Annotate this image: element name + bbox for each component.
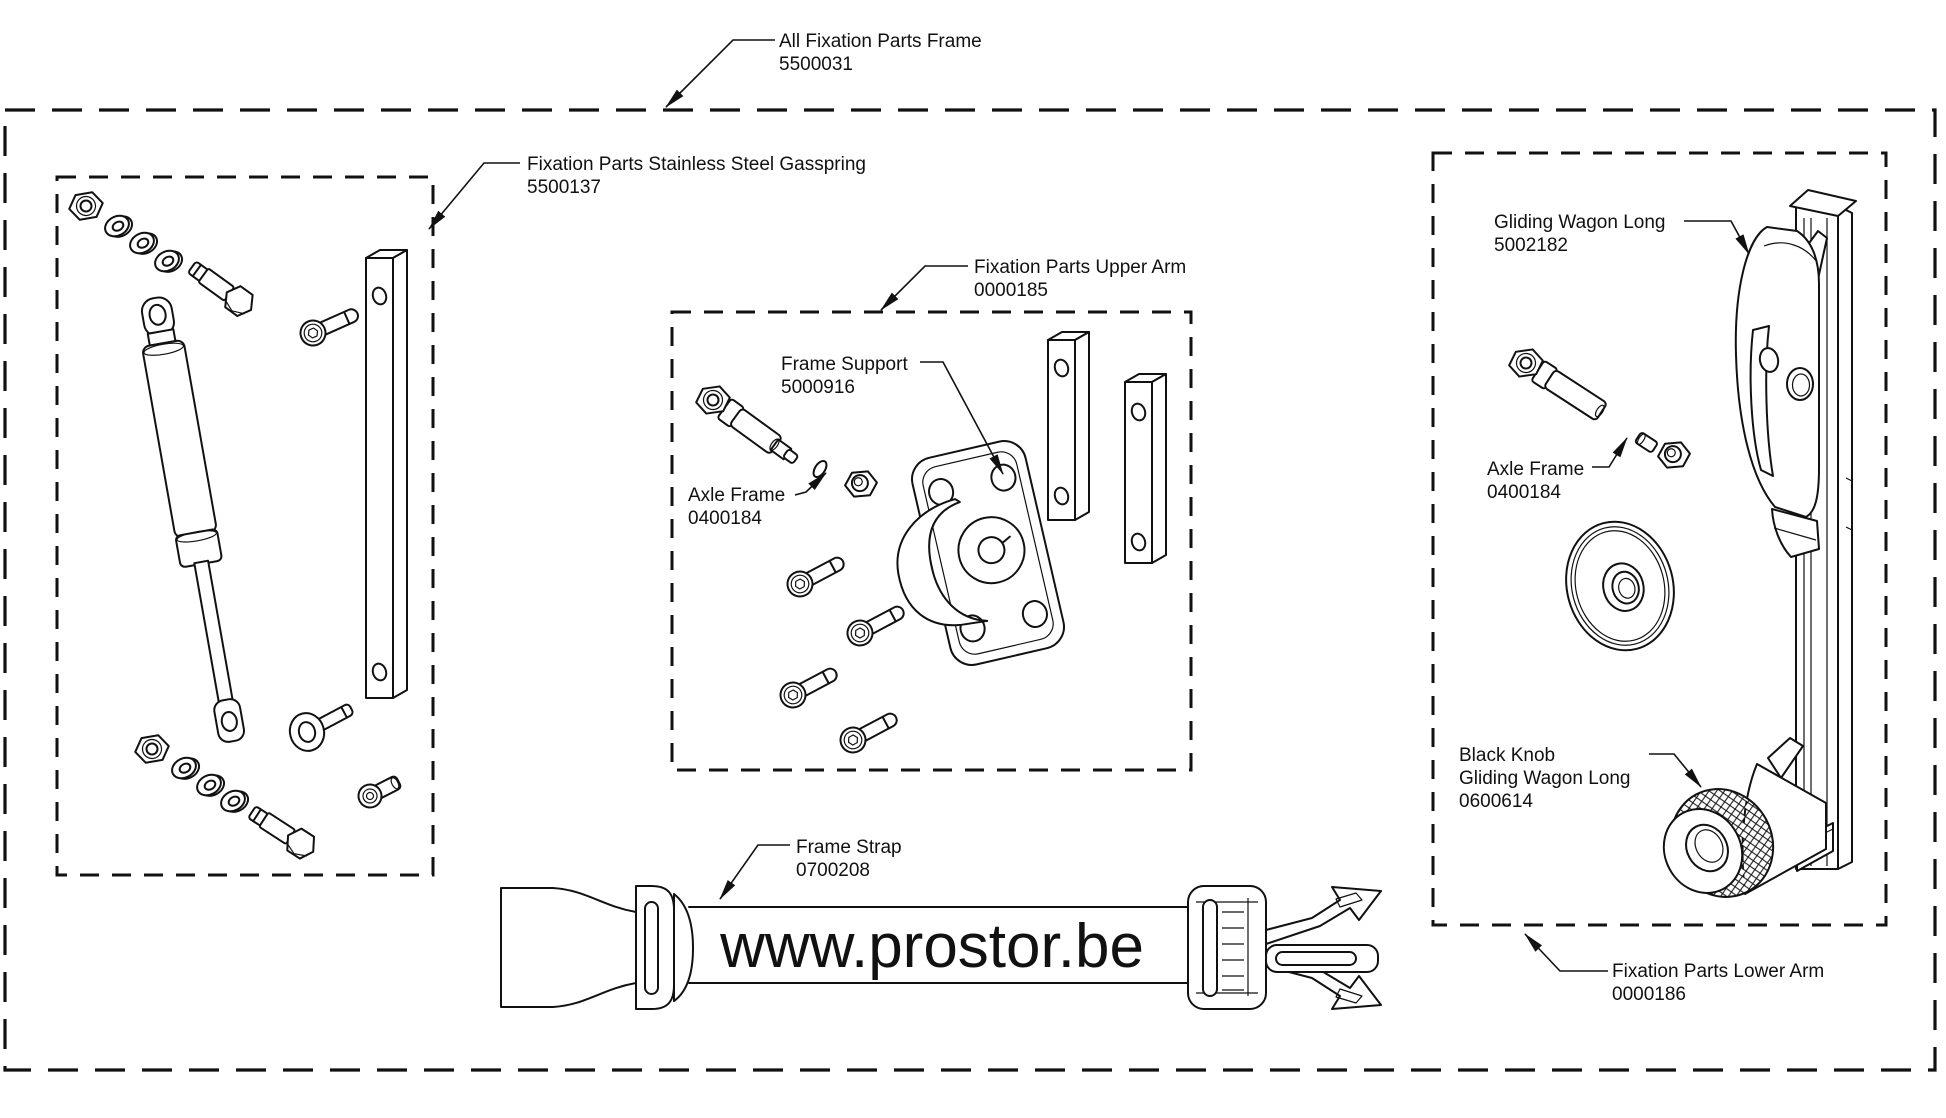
washer	[169, 753, 203, 784]
part-number: 5002182	[1494, 235, 1568, 256]
part-number: 5000916	[781, 377, 855, 398]
part-label: Frame Support	[781, 354, 908, 375]
part-number: 0700208	[796, 860, 870, 881]
axle-ring	[811, 459, 829, 480]
label-frame-strap	[796, 837, 902, 881]
washer	[194, 770, 228, 801]
part-number: 0000186	[1612, 984, 1686, 1005]
lower-arm-parts-group	[1507, 190, 1856, 915]
part-number: 5500031	[779, 54, 853, 75]
frame-support-bracket	[874, 437, 1068, 677]
leader-frame-strap	[720, 845, 790, 899]
strap-webbing-end	[501, 888, 636, 1007]
gliding-wagon	[1736, 227, 1819, 557]
hex-nut	[67, 191, 105, 222]
socket-screw	[355, 771, 404, 811]
leader-black-knob	[1649, 754, 1701, 787]
leader-gasspring	[429, 163, 520, 229]
leader-axle-frame-lower	[1592, 438, 1627, 467]
hex-nut	[133, 734, 171, 765]
label-black-knob	[1459, 745, 1630, 812]
label-gliding-wagon	[1494, 212, 1665, 256]
dome-nut	[844, 471, 878, 498]
frame-strap	[501, 886, 1381, 1009]
label-axle-frame-upper	[688, 485, 785, 529]
countersunk-screw	[836, 706, 902, 757]
countersunk-screw	[783, 550, 849, 601]
leader-upper-arm	[881, 266, 968, 310]
label-axle-frame-lower	[1487, 459, 1584, 503]
part-label: Fixation Parts Stainless Steel Gasspring	[527, 154, 866, 175]
label-gasspring	[527, 154, 866, 198]
label-upper-arm	[974, 257, 1186, 301]
part-label: All Fixation Parts Frame	[779, 31, 982, 52]
part-number: 0400184	[1487, 482, 1561, 503]
mounting-bar	[1048, 332, 1089, 520]
dome-nut	[1657, 442, 1691, 469]
washer	[127, 228, 161, 259]
leader-axle-frame-upper	[795, 473, 826, 495]
countersunk-screw	[296, 302, 362, 350]
washer	[102, 211, 136, 242]
leader-all-fixation-parts-frame	[666, 40, 775, 107]
gasspring-parts-group	[67, 191, 407, 863]
part-label: Gliding Wagon Long	[1459, 768, 1631, 789]
washer	[152, 246, 186, 277]
hex-bolt	[245, 801, 320, 863]
axle-sleeve	[1635, 432, 1658, 453]
label-frame-support	[781, 354, 908, 398]
mounting-bar	[366, 250, 407, 698]
part-label: Frame Strap	[796, 837, 902, 858]
part-label: Axle Frame	[1487, 459, 1585, 480]
countersunk-screw	[776, 661, 842, 712]
axle-frame-part	[1507, 348, 1608, 422]
washer	[218, 786, 252, 817]
part-label: Fixation Parts Lower Arm	[1612, 961, 1825, 982]
part-number: 0600614	[1459, 791, 1533, 812]
part-label: Fixation Parts Upper Arm	[974, 257, 1187, 278]
strap-print-text: www.prostor.be	[720, 912, 1144, 981]
gas-spring	[134, 294, 254, 744]
mounting-bar	[1125, 374, 1166, 563]
part-number: 0400184	[688, 508, 762, 529]
part-label: Axle Frame	[688, 485, 786, 506]
part-label: Gliding Wagon Long	[1494, 212, 1666, 233]
leader-lower-arm	[1525, 934, 1608, 971]
leader-gliding-wagon	[1684, 221, 1749, 254]
label-lower-arm	[1612, 961, 1824, 1005]
guide-wheel	[1552, 509, 1688, 662]
part-label: Black Knob	[1459, 745, 1556, 766]
countersunk-screw	[843, 599, 909, 650]
part-number: 5500137	[527, 177, 601, 198]
part-number: 0000185	[974, 280, 1048, 301]
rod-end-screw	[286, 703, 354, 755]
label-all-fixation-parts-frame	[779, 31, 982, 75]
hex-bolt	[184, 256, 258, 320]
strap-buckle-clip	[1188, 886, 1381, 1009]
upper-arm-parts-group	[694, 332, 1166, 757]
